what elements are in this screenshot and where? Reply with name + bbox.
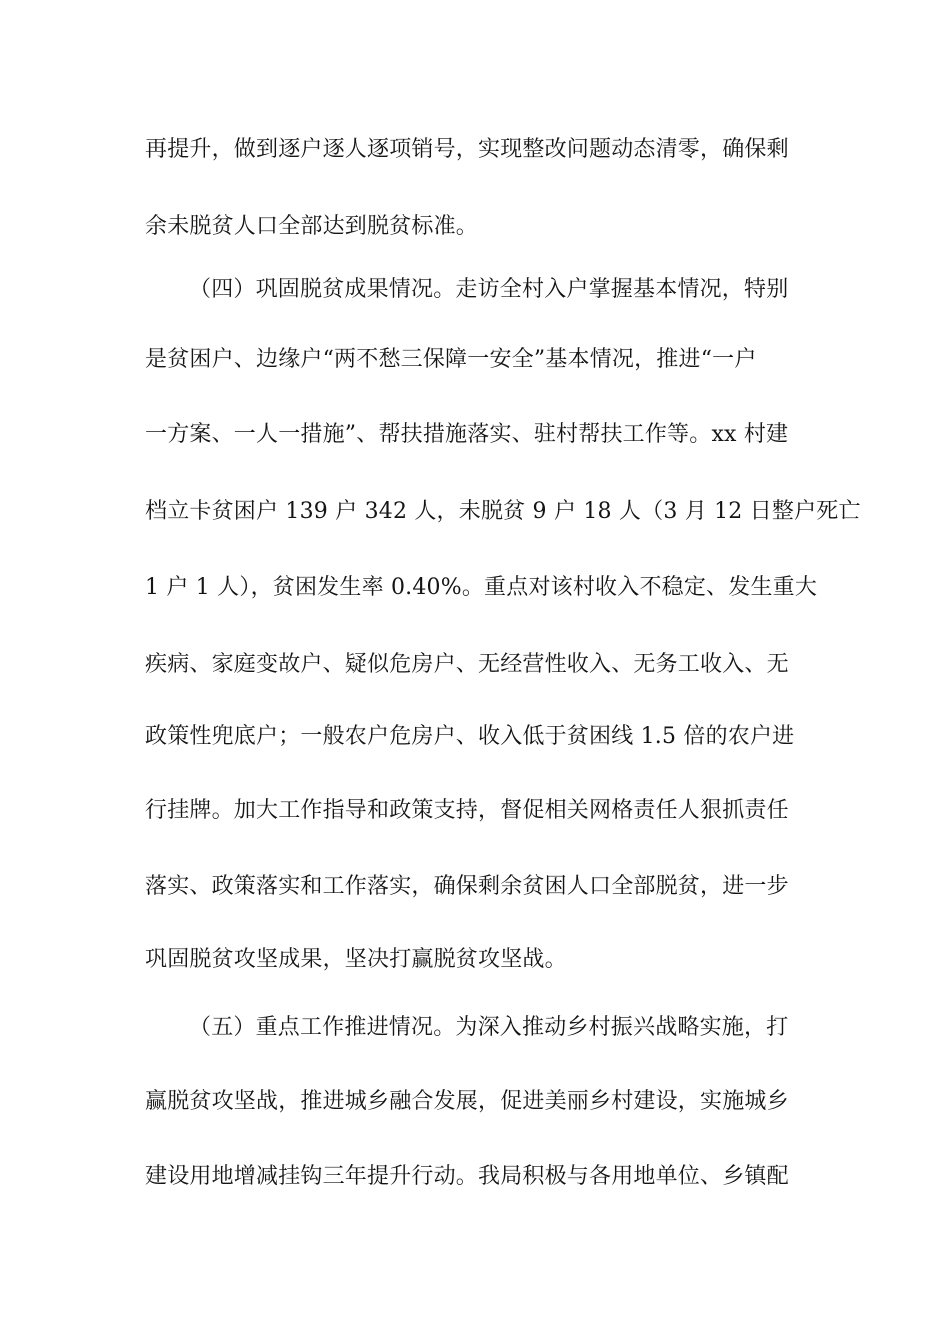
text-line: 一方案、一人一措施”、帮扶措施落实、驻村帮扶工作等。xx 村建 <box>145 422 789 447</box>
text-line: 是贫困户、边缘户“两不愁三保障一安全”基本情况，推进“一户 <box>145 347 757 372</box>
text-line: 疾病、家庭变故户、疑似危房户、无经营性收入、无务工收入、无 <box>145 652 789 677</box>
text-line: 政策性兜底户；一般农户危房户、收入低于贫困线 1.5 倍的农户进 <box>145 724 795 749</box>
text-line: 建设用地增减挂钩三年提升行动。我局积极与各用地单位、乡镇配 <box>145 1164 789 1189</box>
text-line: 行挂牌。加大工作指导和政策支持，督促相关网格责任人狠抓责任 <box>145 798 789 823</box>
section-5-heading-line: （五）重点工作推进情况。为深入推动乡村振兴战略实施，打 <box>189 1015 789 1040</box>
text-line: 赢脱贫攻坚战，推进城乡融合发展，促进美丽乡村建设，实施城乡 <box>145 1089 789 1114</box>
text-line: 巩固脱贫攻坚成果，坚决打赢脱贫攻坚战。 <box>145 947 567 972</box>
text-line: 档立卡贫困户 139 户 342 人，未脱贫 9 户 18 人（3 月 12 日整户死亡 <box>145 499 861 524</box>
text-line: 再提升，做到逐户逐人逐项销号，实现整改问题动态清零，确保剩 <box>145 137 789 162</box>
text-line: 余未脱贫人口全部达到脱贫标准。 <box>145 214 479 239</box>
text-line: 1 户 1 人），贫困发生率 0.40%。重点对该村收入不稳定、发生重大 <box>145 575 818 600</box>
text-line: 落实、政策落实和工作落实，确保剩余贫困人口全部脱贫，进一步 <box>145 874 789 899</box>
section-4-heading-line: （四）巩固脱贫成果情况。走访全村入户掌握基本情况，特别 <box>189 277 789 302</box>
